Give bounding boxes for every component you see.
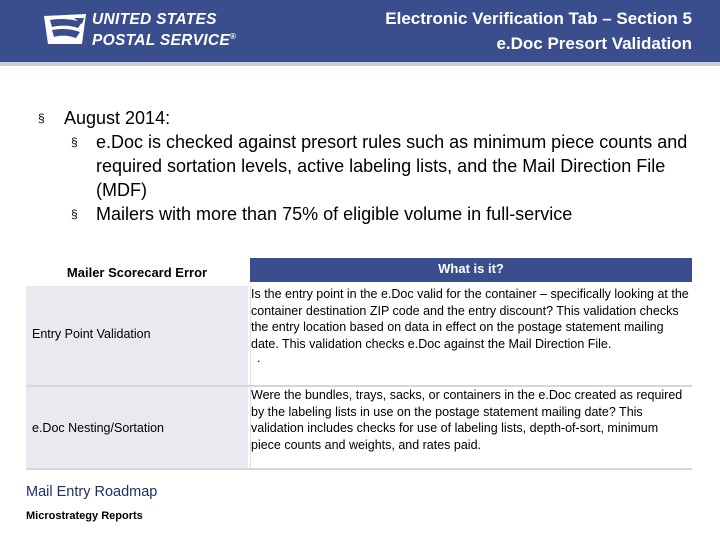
table-cell-description [250, 286, 692, 385]
bullet-marker: § [38, 111, 45, 125]
eagle-icon [42, 10, 88, 48]
bullet-text: e.Doc is checked against presort rules such as minimum piece counts and required sortation levels, active labeling lists, and the Mail Direction File (MDF) [96, 132, 688, 200]
mail-entry-roadmap: Mail Entry Roadmap [26, 484, 158, 500]
bullet-level-2 [38, 202, 698, 226]
bullet-list [38, 106, 698, 226]
registered-mark: ® [230, 32, 237, 41]
description-text: Were the bundles, trays, sacks, or containers in the e.Doc created as required by the labeling lists in use on the postage statement mailing date? This validation includes checks for use of labeling lists, depth-of-sort, minimum piece counts and weights, and rates paid. [251, 388, 683, 452]
microstrategy-reports: Microstrategy Reports [26, 510, 143, 522]
table-cell-description [250, 387, 692, 468]
column-header-error: Mailer Scorecard Error [66, 265, 208, 280]
error-label: e.Doc Nesting/Sortation [32, 421, 165, 435]
column-header-description: What is it? [250, 258, 692, 282]
bullet-level-2 [38, 130, 698, 202]
bullet-text: Mailers with more than 75% of eligible volume in full-service [96, 204, 573, 224]
description-text: Is the entry point in the e.Doc valid for the container – specifically looking at the container destination ZIP code and the entry discount? This validation checks the entry location based on data in effect on the postage statement mailing date. This validation checks e.Doc against the Mail Direction File. [251, 287, 689, 351]
logo-line-2: POSTAL SERVICE® [92, 32, 237, 50]
bullet-level-1 [38, 106, 698, 130]
logo-wordmark [92, 11, 236, 49]
header-divider [0, 62, 720, 66]
bullet-text: August 2014: [64, 108, 171, 128]
table-cell-error [26, 387, 248, 468]
usps-logo [42, 8, 242, 50]
header-bar [0, 0, 720, 62]
logo-line-1: UNITED STATES [92, 11, 217, 28]
description-trailing: . [257, 351, 261, 365]
bullet-marker: § [71, 135, 78, 149]
row-divider [26, 468, 692, 470]
bullet-marker: § [71, 207, 78, 221]
title-line-2: e.Doc Presort Validation [496, 34, 692, 53]
table-cell-error [26, 286, 248, 385]
error-label: Entry Point Validation [32, 327, 151, 341]
title-line-1: Electronic Verification Tab – Section 5 [385, 9, 692, 28]
slide-title [385, 6, 692, 56]
